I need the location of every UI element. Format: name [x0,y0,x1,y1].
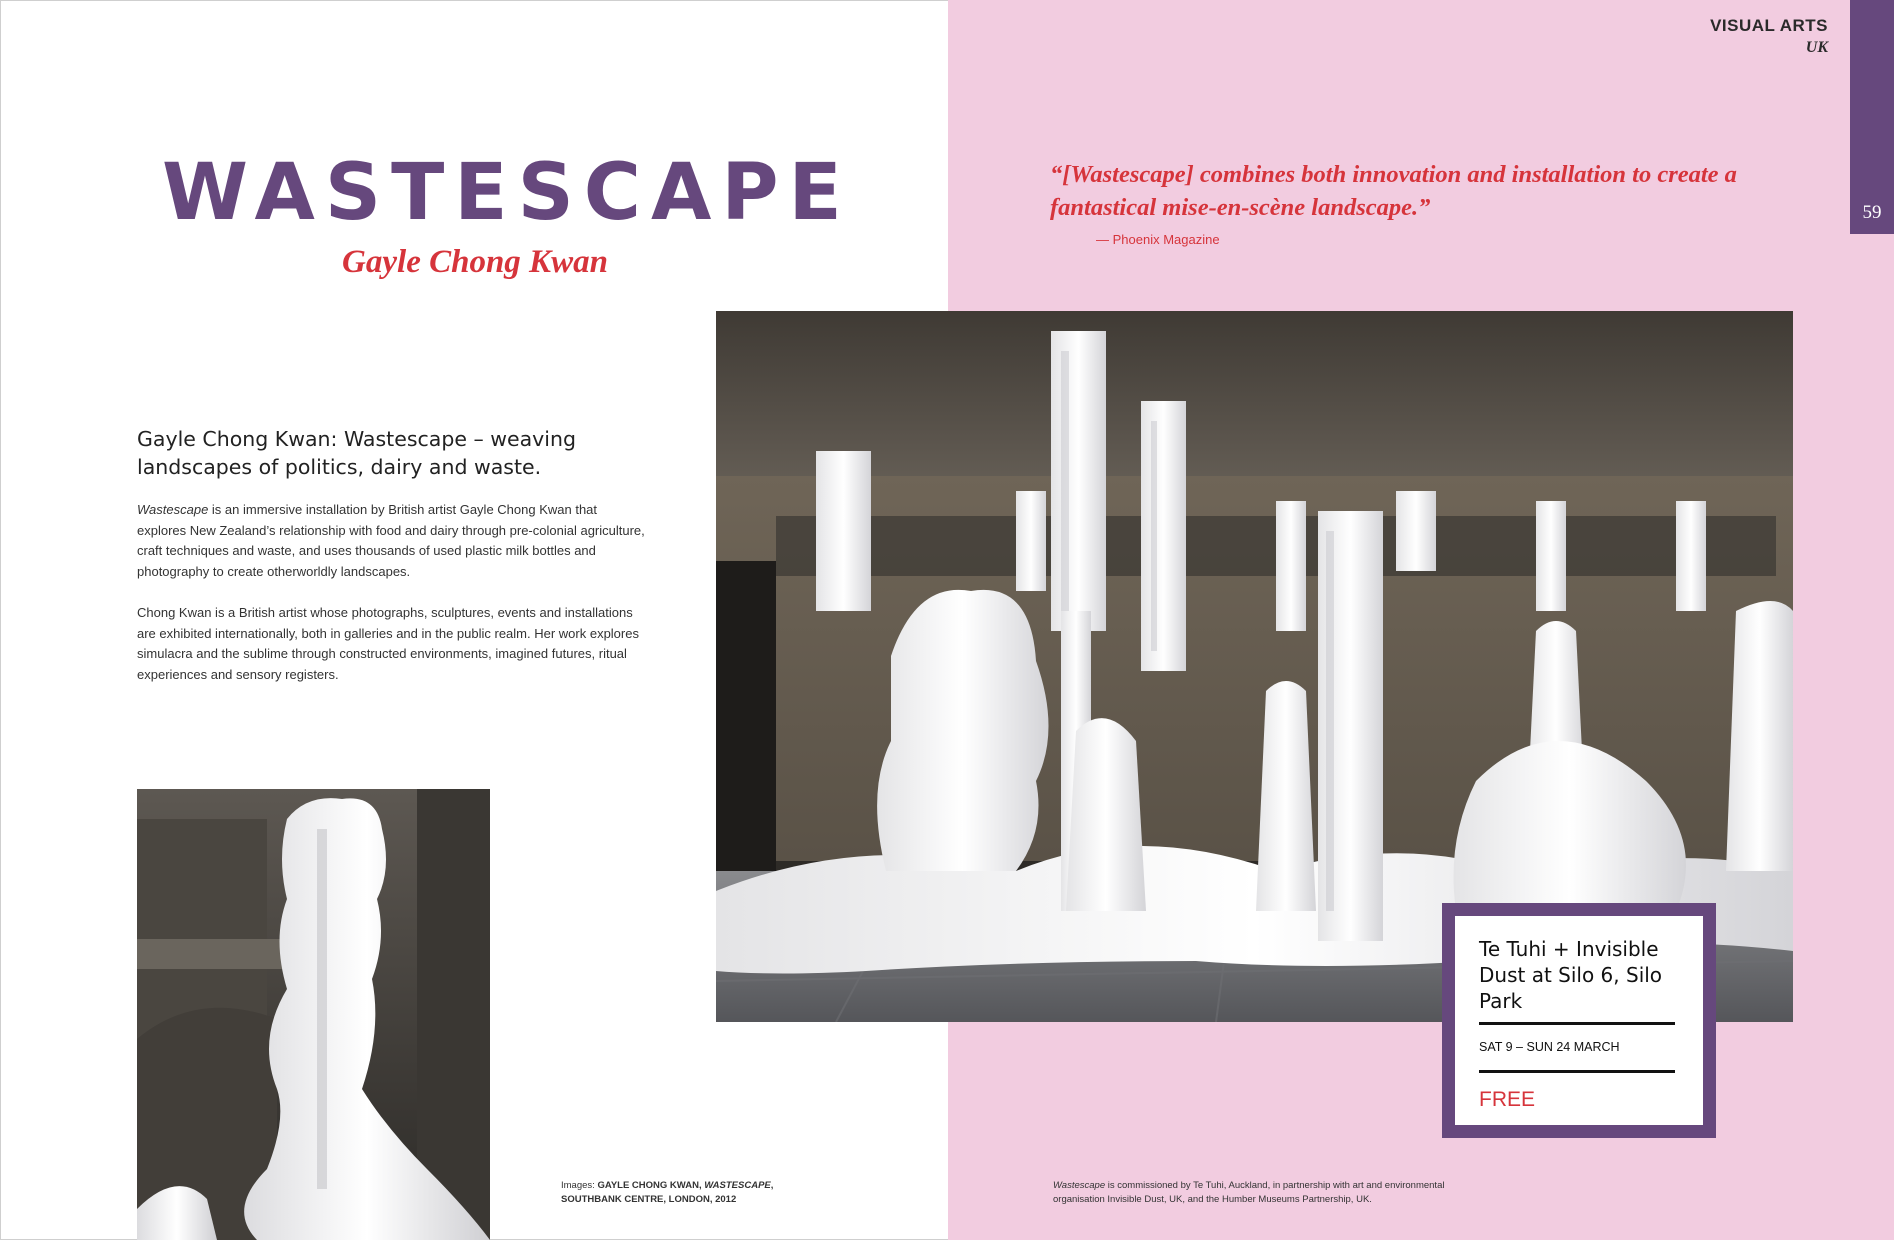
article-title: WASTESCAPE [162,148,852,238]
installation-photo-small [137,789,490,1240]
event-info-box [1442,903,1716,1138]
body-paragraph-2: Chong Kwan is a British artist whose photographs, sculptures, events and installations are exhibited internationally, both in galleries and in the public realm. Her work explores simulacra and the sublime through constructed environments, imagined futures, ritual experiences and sensory registers. [137,605,639,682]
body-paragraph-1 [137,500,647,582]
commission-credit [1053,1179,1473,1207]
event-divider-bottom [1479,1070,1675,1073]
section-region: UK [1805,39,1828,56]
caption-credit-venue: , SOUTHBANK CENTRE, LONDON, 2012 [561,1180,774,1205]
artwork-title-italic: Wastescape [137,502,209,517]
section-title: VISUAL ARTS [1710,16,1828,35]
caption-credit-title: WASTESCAPE [704,1180,771,1191]
event-venue: Te Tuhi + Invisible Dust at Silo 6, Silo Park [1479,937,1663,1013]
page-number-tab [1850,0,1894,234]
caption-label: Images: [561,1180,598,1191]
event-divider-top [1479,1022,1675,1025]
paragraph-1-text: is an immersive installation by British artist Gayle Chong Kwan that explores New Zealand’s relationship with food and dairy through pre-colonial agriculture, craft techniques and waste, and uses thousands of used plastic milk bottles and photography to create otherworldly landscapes. [137,502,645,579]
page-number: 59 [1862,202,1882,223]
event-price: FREE [1479,1088,1536,1111]
event-info-panel [1455,916,1703,1125]
commission-title-italic: Wastescape [1053,1180,1106,1191]
artist-name: Gayle Chong Kwan [342,244,608,280]
image-caption [561,1179,801,1207]
section-header [1710,16,1828,57]
event-dates: SAT 9 – SUN 24 MARCH [1479,1040,1620,1054]
caption-credit-artist: GAYLE CHONG KWAN, [597,1180,705,1191]
quote-source: — Phoenix Magazine [1096,232,1220,247]
commission-text: is commissioned by Te Tuhi, Auckland, in partnership with art and environmental organisation Invisible Dust, UK, and the Humber Museums Partnership, UK. [1053,1180,1445,1205]
pull-quote: “[Wastescape] combines both innovation and installation to create a fantastical mise-en-scène landscape.” [1050,161,1737,221]
lead-heading: Gayle Chong Kwan: Wastescape – weaving landscapes of politics, dairy and waste. [137,427,577,479]
